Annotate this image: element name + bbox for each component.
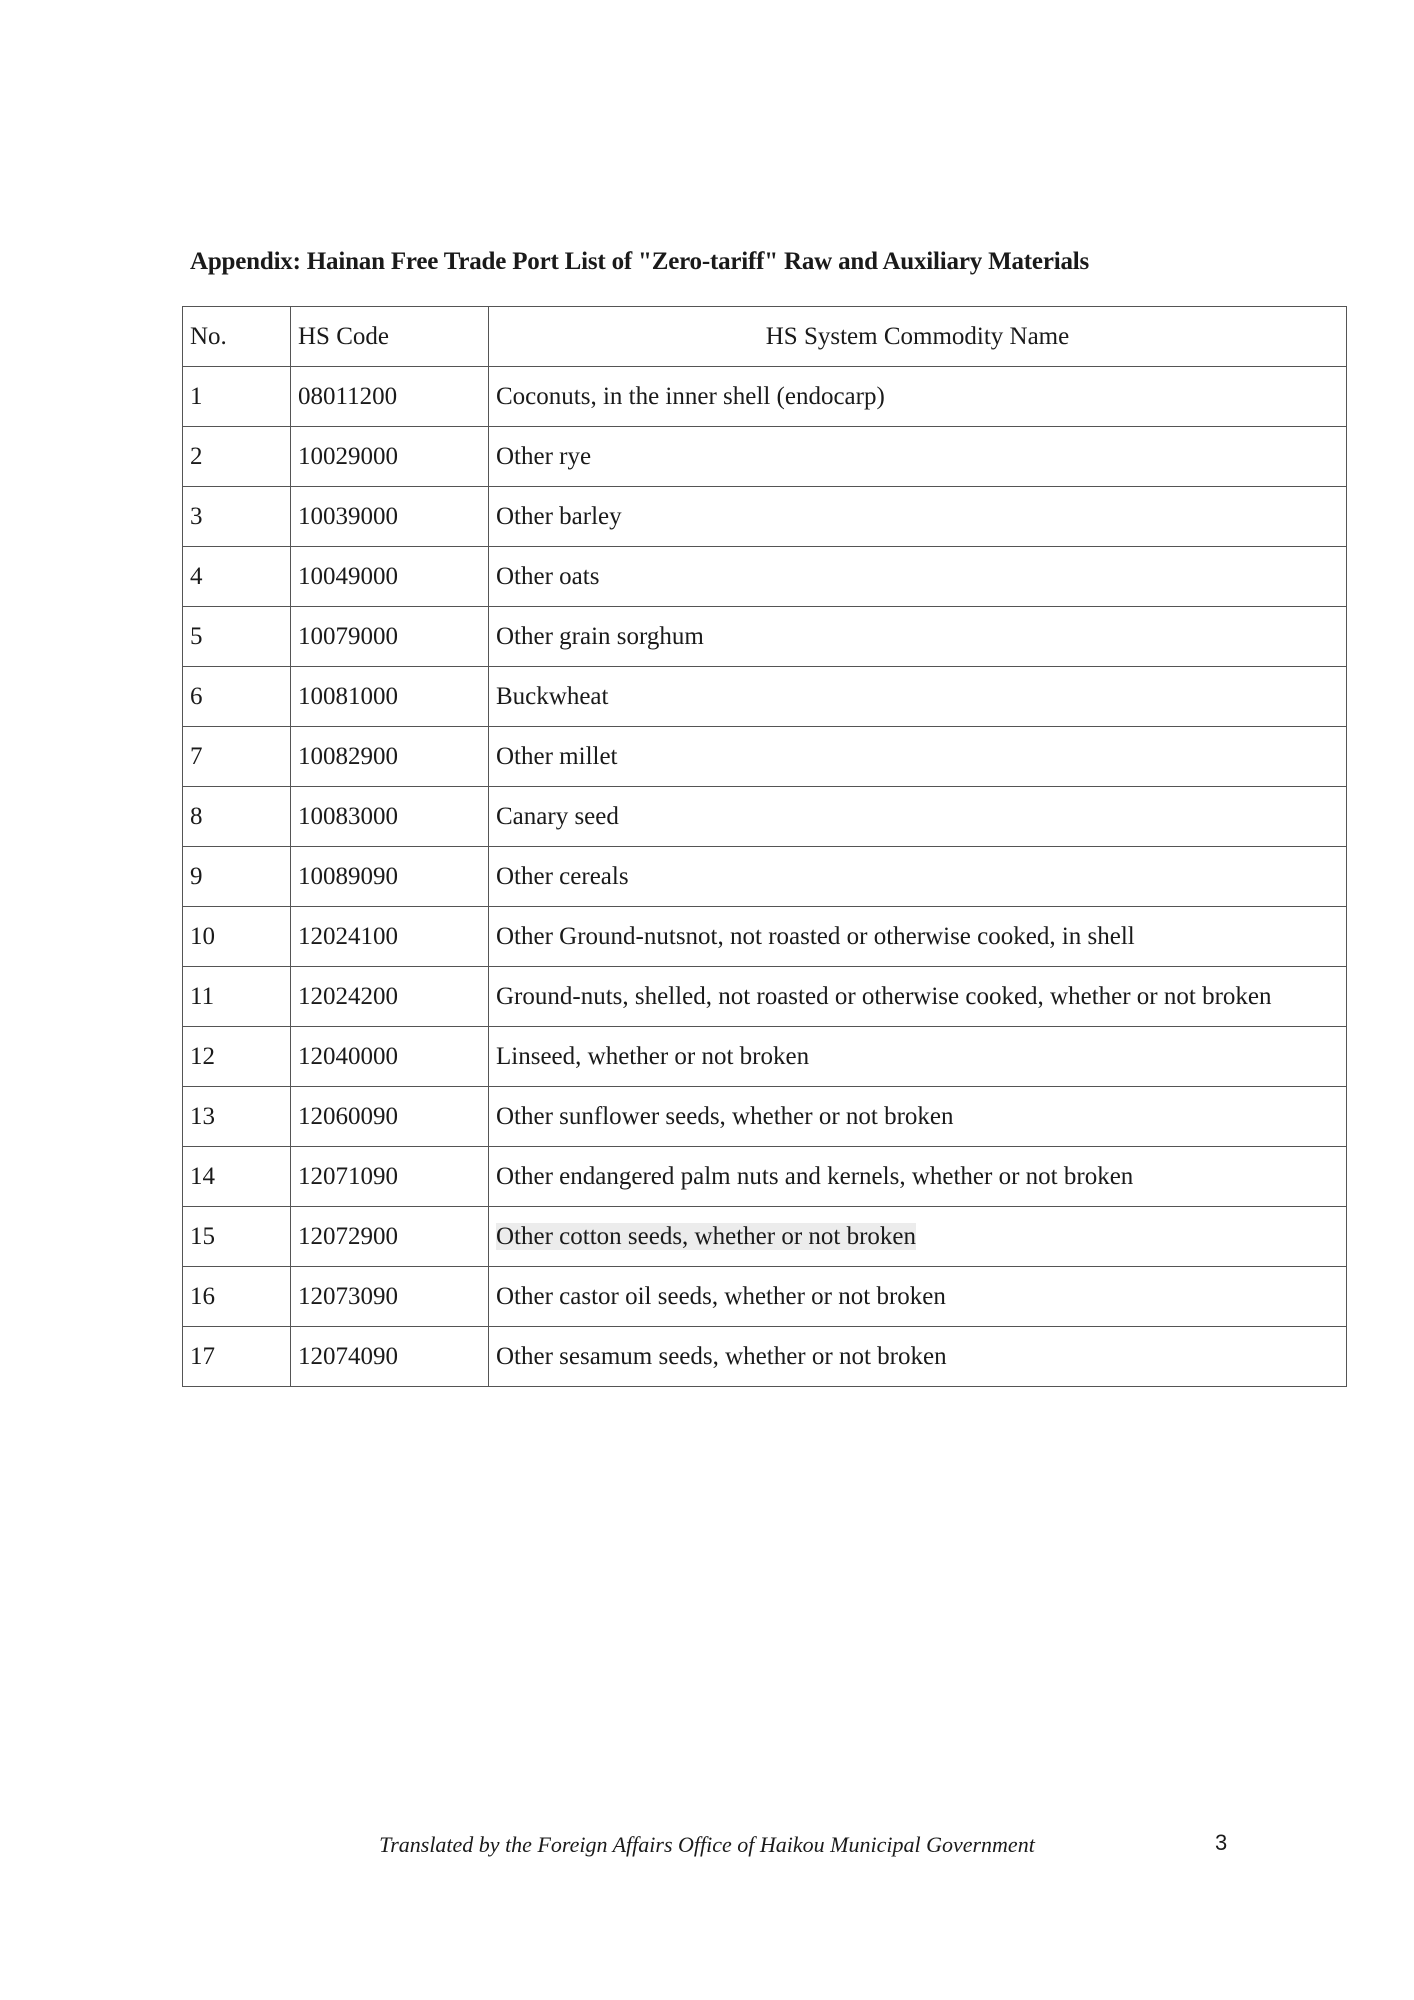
cell-hs-code: 12024200 xyxy=(291,967,489,1027)
table-row xyxy=(183,1087,1347,1147)
document-title: Appendix: Hainan Free Trade Port List of "Zero-tariff" Raw and Auxiliary Materials xyxy=(190,248,1090,275)
cell-commodity-name: Other barley xyxy=(489,487,1347,547)
cell-hs-code: 10079000 xyxy=(291,607,489,667)
cell-no: 6 xyxy=(183,667,291,727)
cell-commodity-name: Other grain sorghum xyxy=(489,607,1347,667)
column-header-hs-code: HS Code xyxy=(291,307,489,367)
cell-hs-code: 10039000 xyxy=(291,487,489,547)
cell-commodity-name: Canary seed xyxy=(489,787,1347,847)
cell-hs-code: 12060090 xyxy=(291,1087,489,1147)
cell-commodity-name: Other sesamum seeds, whether or not broken xyxy=(489,1327,1347,1387)
highlighted-commodity-name: Other cotton seeds, whether or not broken xyxy=(496,1222,917,1250)
table-row xyxy=(183,907,1347,967)
table-row xyxy=(183,1147,1347,1207)
table-row xyxy=(183,1027,1347,1087)
table-row xyxy=(183,667,1347,727)
table-row xyxy=(183,847,1347,907)
cell-hs-code: 10049000 xyxy=(291,547,489,607)
cell-hs-code: 10081000 xyxy=(291,667,489,727)
cell-no: 5 xyxy=(183,607,291,667)
cell-no: 14 xyxy=(183,1147,291,1207)
cell-commodity-name: Buckwheat xyxy=(489,667,1347,727)
cell-no: 15 xyxy=(183,1207,291,1267)
cell-hs-code: 12072900 xyxy=(291,1207,489,1267)
table-row xyxy=(183,1267,1347,1327)
cell-no: 10 xyxy=(183,907,291,967)
cell-no: 7 xyxy=(183,727,291,787)
cell-commodity-name: Coconuts, in the inner shell (endocarp) xyxy=(489,367,1347,427)
table-row xyxy=(183,487,1347,547)
table-header-row xyxy=(183,307,1347,367)
cell-commodity-name: Linseed, whether or not broken xyxy=(489,1027,1347,1087)
table-body xyxy=(183,367,1347,1387)
cell-hs-code: 12073090 xyxy=(291,1267,489,1327)
cell-hs-code: 10082900 xyxy=(291,727,489,787)
cell-commodity-name: Other millet xyxy=(489,727,1347,787)
cell-no: 8 xyxy=(183,787,291,847)
table-row xyxy=(183,547,1347,607)
cell-commodity-name: Other cereals xyxy=(489,847,1347,907)
cell-hs-code: 12074090 xyxy=(291,1327,489,1387)
column-header-commodity-name: HS System Commodity Name xyxy=(489,307,1347,367)
cell-commodity-name xyxy=(489,1207,1347,1267)
cell-commodity-name: Other castor oil seeds, whether or not broken xyxy=(489,1267,1347,1327)
cell-hs-code: 10089090 xyxy=(291,847,489,907)
cell-hs-code: 12040000 xyxy=(291,1027,489,1087)
table-row xyxy=(183,607,1347,667)
cell-no: 9 xyxy=(183,847,291,907)
cell-hs-code: 08011200 xyxy=(291,367,489,427)
table-row xyxy=(183,787,1347,847)
cell-hs-code: 12071090 xyxy=(291,1147,489,1207)
zero-tariff-materials-table xyxy=(182,306,1347,1387)
cell-no: 2 xyxy=(183,427,291,487)
cell-no: 13 xyxy=(183,1087,291,1147)
table-row xyxy=(183,967,1347,1027)
cell-commodity-name: Other endangered palm nuts and kernels, whether or not broken xyxy=(489,1147,1347,1207)
cell-commodity-name: Ground-nuts, shelled, not roasted or otherwise cooked, whether or not broken xyxy=(489,967,1347,1027)
table-row xyxy=(183,427,1347,487)
table-row xyxy=(183,1327,1347,1387)
table-row xyxy=(183,1207,1347,1267)
cell-no: 4 xyxy=(183,547,291,607)
cell-hs-code: 12024100 xyxy=(291,907,489,967)
cell-no: 1 xyxy=(183,367,291,427)
page-number: 3 xyxy=(1215,1830,1228,1855)
cell-no: 3 xyxy=(183,487,291,547)
cell-commodity-name: Other sunflower seeds, whether or not broken xyxy=(489,1087,1347,1147)
translation-credit: Translated by the Foreign Affairs Office of Haikou Municipal Government xyxy=(379,1832,1035,1857)
table-row xyxy=(183,367,1347,427)
cell-no: 11 xyxy=(183,967,291,1027)
cell-commodity-name: Other oats xyxy=(489,547,1347,607)
cell-no: 17 xyxy=(183,1327,291,1387)
table-row xyxy=(183,727,1347,787)
cell-commodity-name: Other Ground-nutsnot, not roasted or otherwise cooked, in shell xyxy=(489,907,1347,967)
cell-hs-code: 10029000 xyxy=(291,427,489,487)
cell-commodity-name: Other rye xyxy=(489,427,1347,487)
cell-no: 12 xyxy=(183,1027,291,1087)
cell-no: 16 xyxy=(183,1267,291,1327)
column-header-no: No. xyxy=(183,307,291,367)
cell-hs-code: 10083000 xyxy=(291,787,489,847)
